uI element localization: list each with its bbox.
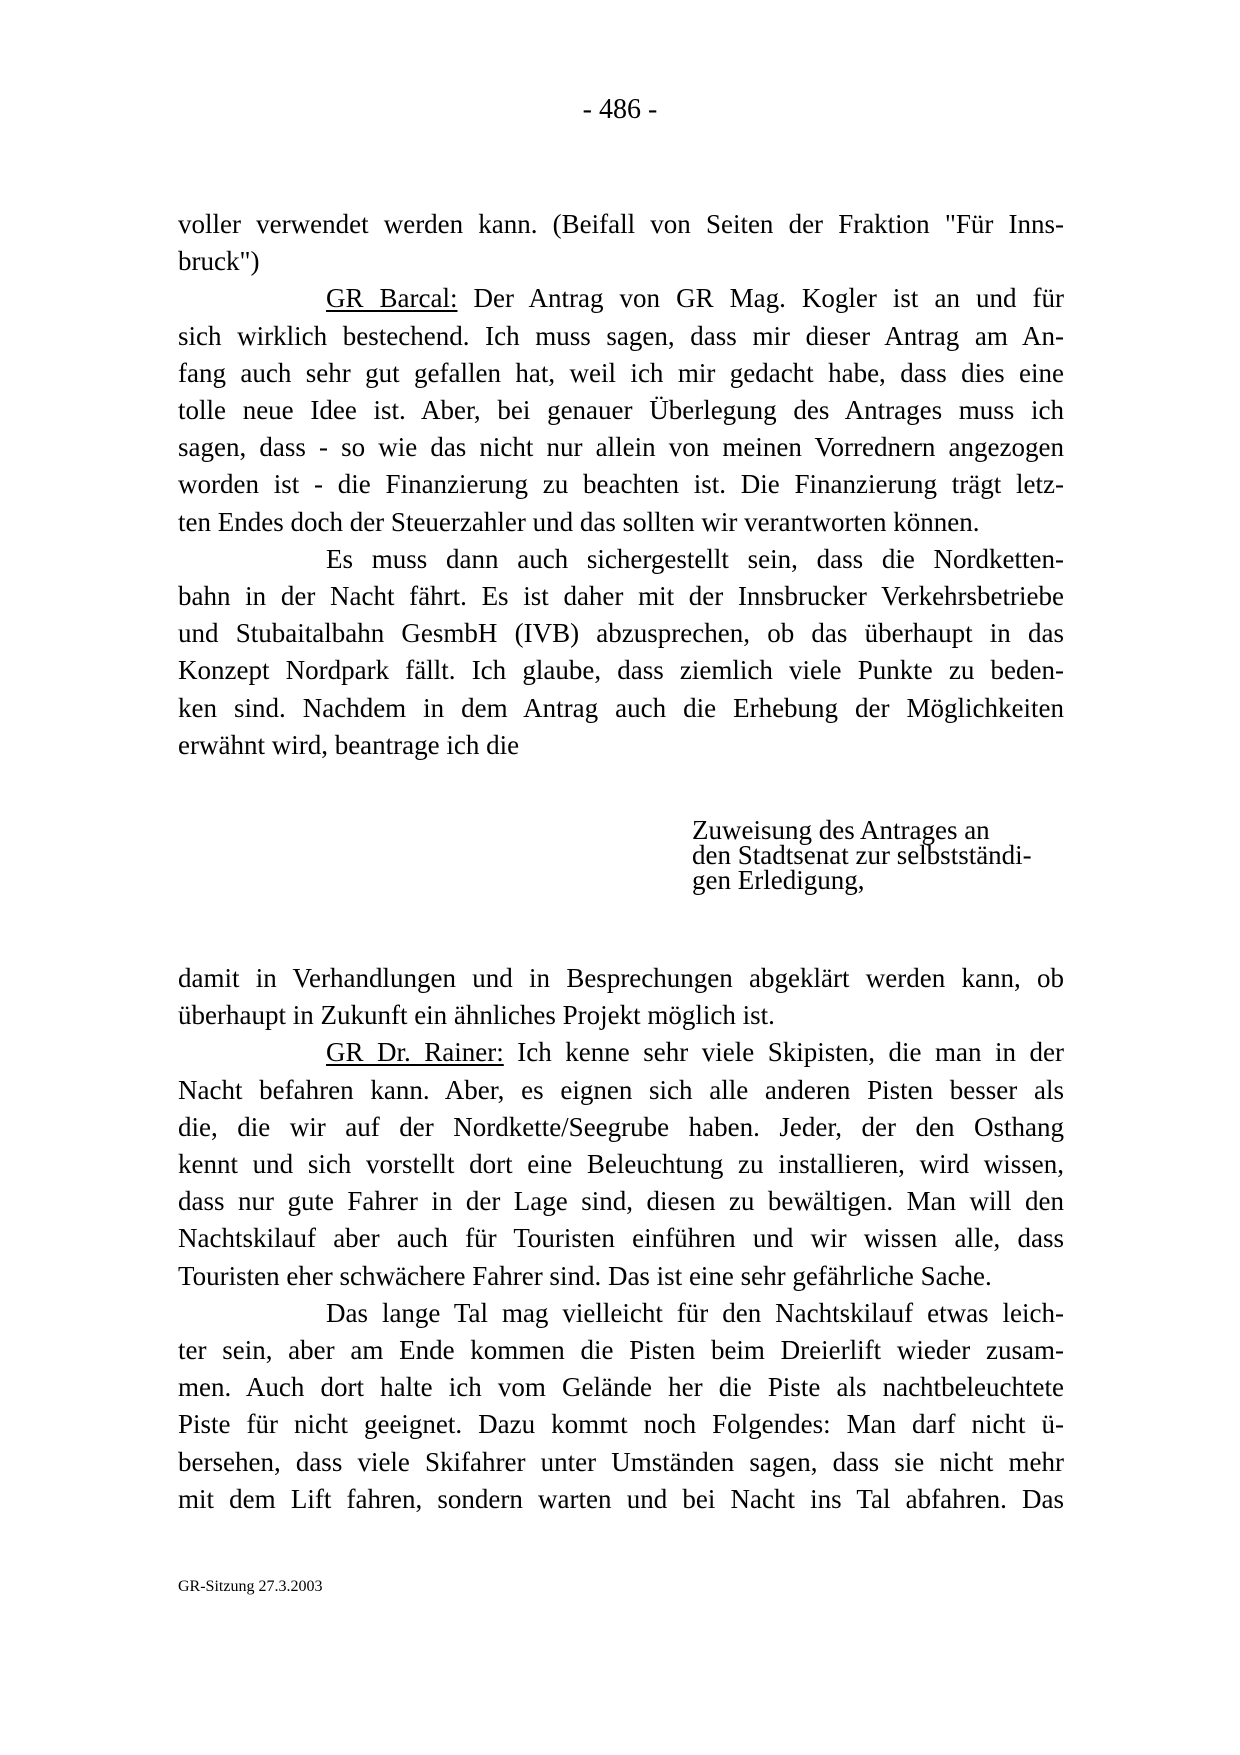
page-number: - 486 - bbox=[582, 94, 658, 125]
paragraph-line: bersehen, dass viele Skifahrer unter Umständen sagen, dass sie nicht mehr bbox=[178, 1446, 1064, 1477]
paragraph-line: die, die wir auf der Nordkette/Seegrube haben. Jeder, der den Osthang bbox=[178, 1111, 1064, 1142]
paragraph-line: kennt und sich vorstellt dort eine Beleuchtung zu installieren, wird wissen, bbox=[178, 1149, 1064, 1180]
paragraph-line: bahn in der Nacht fährt. Es ist daher mit der Innsbrucker Verkehrsbetriebe bbox=[178, 581, 1064, 612]
speech-opening-barcal bbox=[178, 280, 1064, 317]
paragraph-line: Touristen eher schwächere Fahrer sind. Das ist eine sehr gefährliche Sache. bbox=[178, 1260, 992, 1291]
paragraph-line: men. Auch dort halte ich vom Gelände her die Piste als nachtbeleuchtete bbox=[178, 1372, 1064, 1403]
text-block-2 bbox=[178, 960, 1064, 1518]
motion-text bbox=[692, 815, 1072, 895]
motion-line: gen Erledigung, bbox=[692, 865, 865, 895]
paragraph-line: Piste für nicht geeignet. Dazu kommt noch Folgendes: Man darf nicht ü- bbox=[178, 1409, 1064, 1440]
paragraph-line: dass nur gute Fahrer in der Lage sind, diesen zu bewältigen. Man will den bbox=[178, 1186, 1064, 1217]
speech-text: Ich kenne sehr viele Skipisten, die man in der bbox=[503, 1037, 1064, 1068]
footer-session-date: GR-Sitzung 27.3.2003 bbox=[178, 1578, 323, 1595]
paragraph-line: überhaupt in Zukunft ein ähnliches Projekt möglich ist. bbox=[178, 1000, 775, 1031]
motion-line: den Stadtsenat zur selbstständi- bbox=[692, 840, 1032, 870]
paragraph-line: voller verwendet werden kann. (Beifall von Seiten der Fraktion "Für Inns- bbox=[178, 209, 1064, 239]
paragraph-line: sagen, dass - so wie das nicht nur allein von meinen Vorrednern angezogen bbox=[178, 432, 1064, 463]
paragraph-line: ten Endes doch der Steuerzahler und das sollten wir verantworten können. bbox=[178, 506, 980, 537]
paragraph-line: Das lange Tal mag vielleicht für den Nachtskilauf etwas leich- bbox=[326, 1297, 1064, 1328]
paragraph-line: Nachtskilauf aber auch für Touristen einführen und wir wissen alle, dass bbox=[178, 1223, 1064, 1254]
paragraph-line: Konzept Nordpark fällt. Ich glaube, dass ziemlich viele Punkte zu beden- bbox=[178, 655, 1064, 686]
paragraph-line: ter sein, aber am Ende kommen die Pisten beim Dreierlift wieder zusam- bbox=[178, 1335, 1064, 1366]
speech-text: Der Antrag von GR Mag. Kogler ist an und für bbox=[457, 283, 1064, 314]
paragraph-line: fang auch sehr gut gefallen hat, weil ich mir gedacht habe, dass dies eine bbox=[178, 357, 1064, 388]
paragraph-line: mit dem Lift fahren, sondern warten und bei Nacht ins Tal abfahren. Das bbox=[178, 1483, 1064, 1514]
paragraph-line: ken sind. Nachdem in dem Antrag auch die Erhebung der Möglichkeiten bbox=[178, 692, 1064, 723]
paragraph-line: Nacht befahren kann. Aber, es eignen sich alle anderen Pisten besser als bbox=[178, 1074, 1064, 1105]
speaker-name-rainer: GR Dr. Rainer: bbox=[326, 1037, 504, 1068]
motion-line: Zuweisung des Antrages an bbox=[692, 815, 990, 845]
paragraph-line: damit in Verhandlungen und in Besprechungen abgeklärt werden kann, ob bbox=[178, 963, 1064, 993]
paragraph-line: erwähnt wird, beantrage ich die bbox=[178, 729, 520, 760]
paragraph-line: tolle neue Idee ist. Aber, bei genauer Überlegung des Antrages muss ich bbox=[178, 395, 1064, 426]
speech-opening-rainer bbox=[178, 1034, 1064, 1071]
paragraph-line: worden ist - die Finanzierung zu beachten ist. Die Finanzierung trägt letz- bbox=[178, 469, 1064, 500]
paragraph-line: Es muss dann auch sichergestellt sein, dass die Nordketten- bbox=[326, 543, 1064, 574]
speaker-name-barcal: GR Barcal: bbox=[326, 283, 458, 314]
paragraph-line: und Stubaitalbahn GesmbH (IVB) abzusprechen, ob das überhaupt in das bbox=[178, 618, 1064, 649]
paragraph-line: bruck") bbox=[178, 246, 260, 277]
text-block-1 bbox=[178, 206, 1064, 764]
paragraph-line: sich wirklich bestechend. Ich muss sagen, dass mir dieser Antrag am An- bbox=[178, 320, 1064, 351]
